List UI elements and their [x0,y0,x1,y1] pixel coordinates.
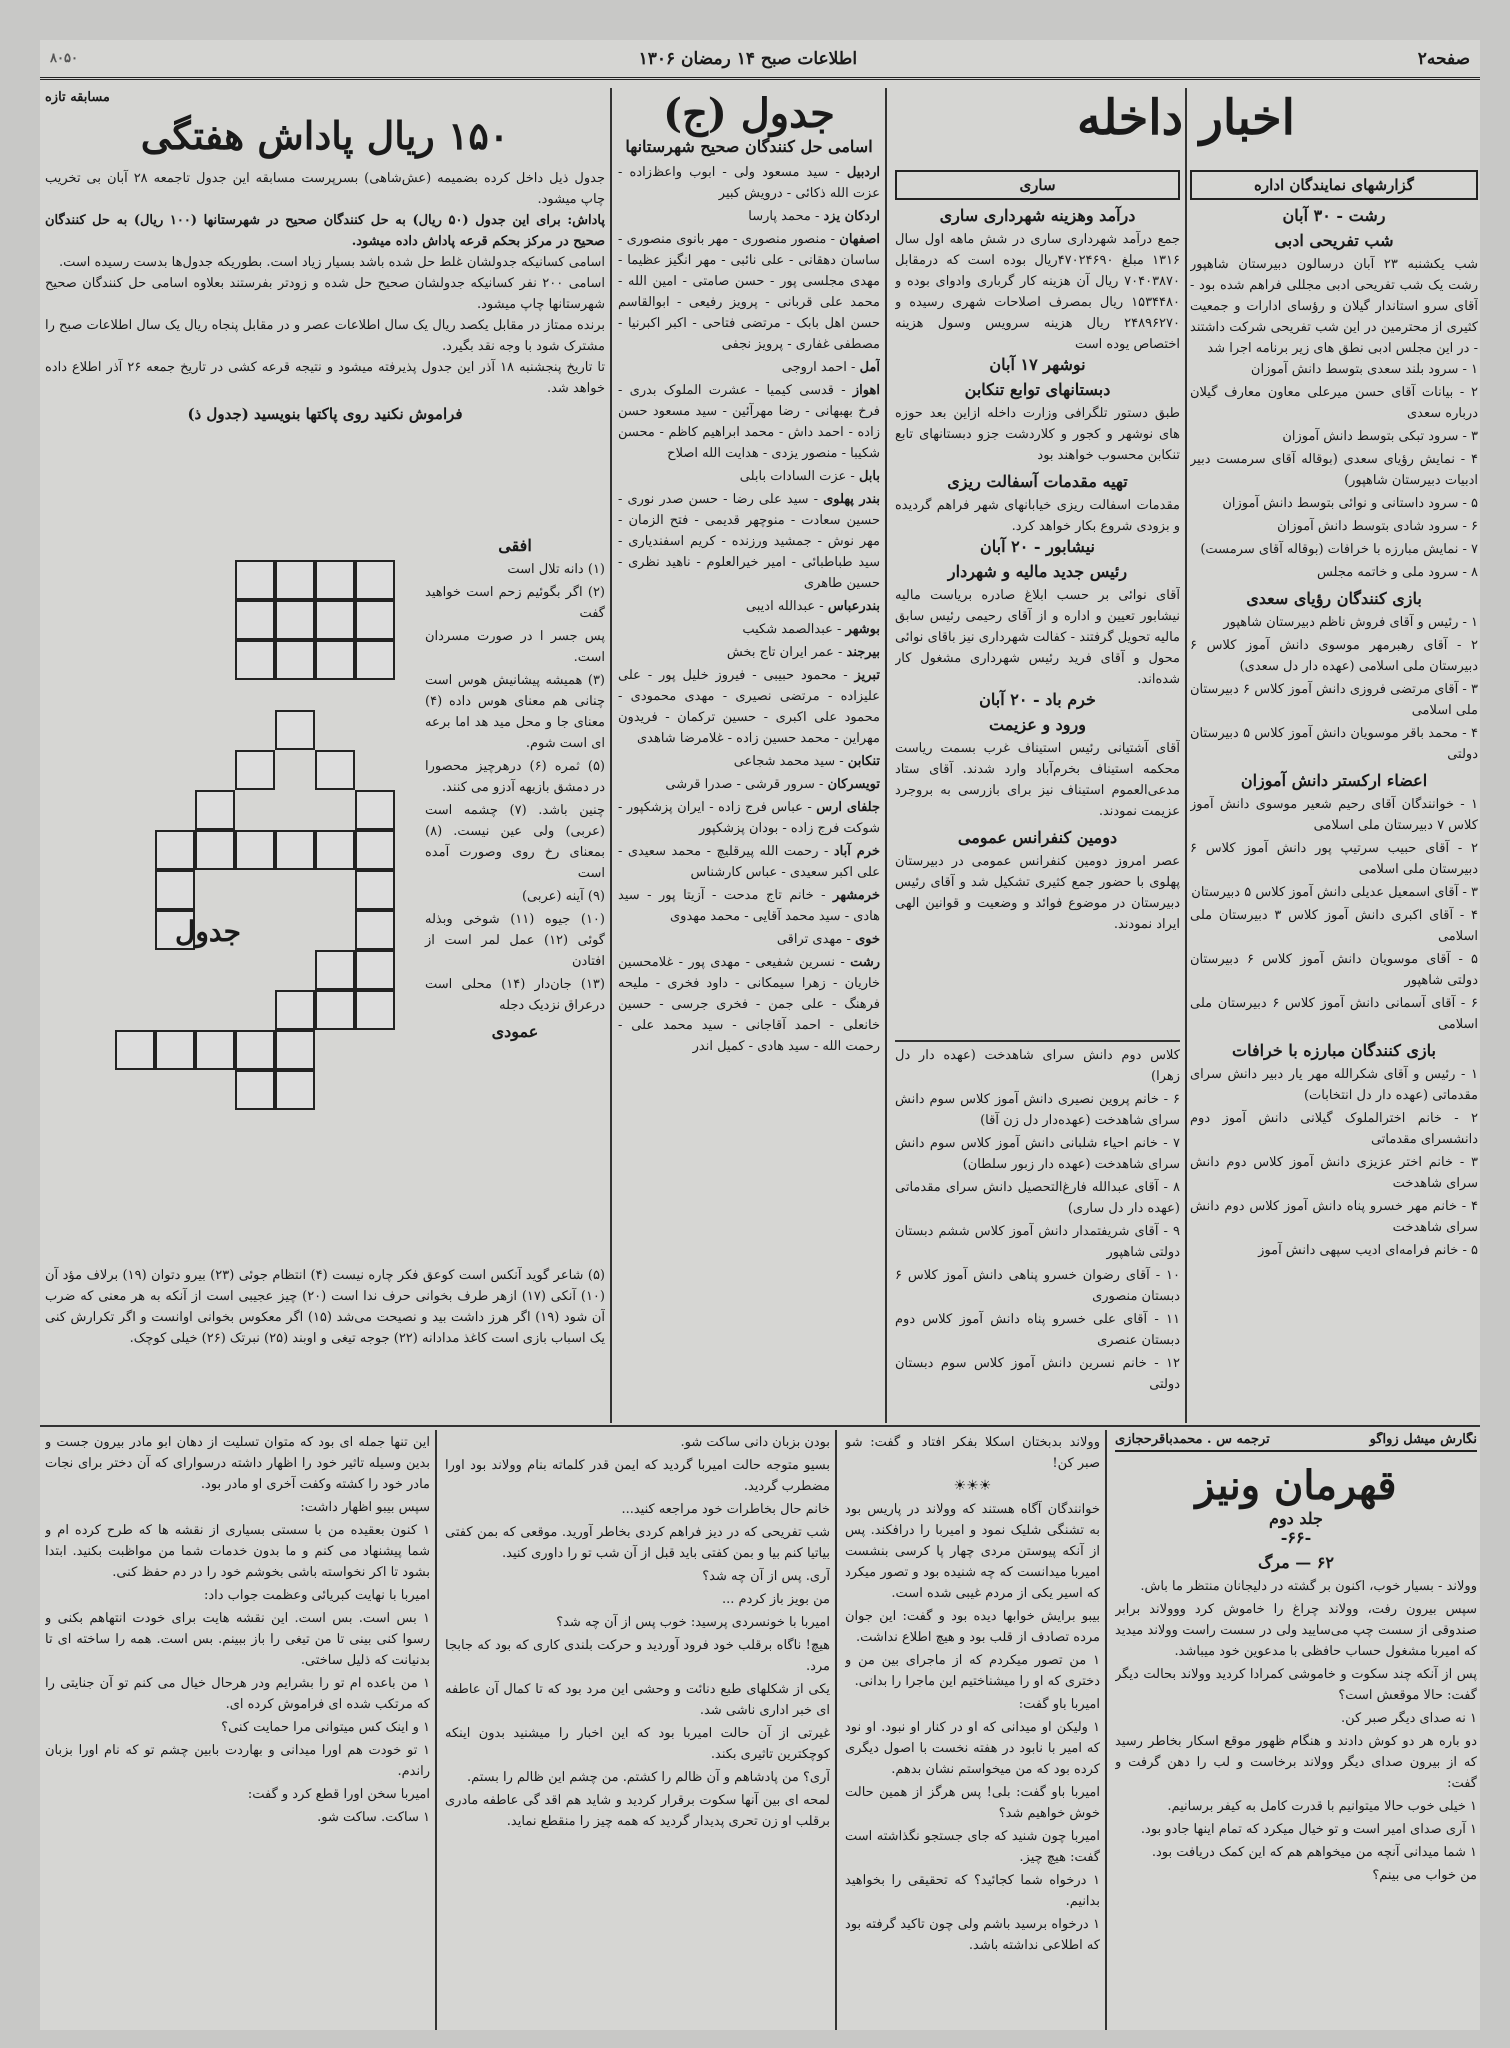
conference-heading: دومین کنفرانس عمومی [957,828,1118,847]
grid-cell[interactable] [235,1030,275,1070]
grid-cell[interactable] [355,790,395,830]
grid-cell[interactable] [315,990,355,1030]
grid-cell[interactable] [355,950,395,990]
sari-date: نوشهر ۱۷ آبان [989,355,1086,374]
sari-heading: ساری [895,170,1180,200]
grid-cell[interactable] [195,790,235,830]
sari-subheading: درآمد وهزینه شهرداری ساری [939,206,1136,225]
grid-cell[interactable] [235,1070,275,1110]
superstition-list: ۱ - رئیس و آقای شکرالله مهر یار دبیر دانش سرای مقدماتی (عهده دار دل انتخابات) ۲ - خانم اخترالملوک گیلانی دانش آموز دوم دانشسرای مقدماتی ۳ - خانم اختر عزیزی دانش آموز کلاس دوم دانش سرای شاهدخت ۴ - خانم مهر خسرو پناه دانش آموز کلاس دوم دانش سرای شاهدخت ۵ - خانم فرامه‌ای ادیب سپهی دانش آموز [1190,1067,1478,1258]
grid-cell[interactable] [155,870,195,910]
domestic-news-title: اخبار داخله [1076,90,1295,146]
grid-cell[interactable] [315,560,355,600]
grid-cell[interactable] [235,560,275,600]
prize-reminder: فراموش نکنید روی پاکتها بنویسید (جدول ذ) [187,405,463,423]
prize-award: پاداش: برای این جدول (۵۰ ریال) به حل کنندگان صحیح در شهرستانها (۱۰۰ ریال) به حل کنندگان صحیح در مرکز بحکم قرعه پاداش داده میشود. [45,213,605,249]
solvers-column [618,90,880,1420]
grid-cell[interactable] [155,1030,195,1070]
winners-column [895,1045,1180,1420]
night-heading: شب تفریحی ادبی [1274,231,1394,250]
reports-heading: گزارشهای نمایندگان اداره [1190,170,1478,200]
section-rule [895,1040,1180,1042]
serial-translator: ترجمه س . محمدباقرحجازی [1115,1432,1270,1447]
column-rule [835,1430,837,2030]
prize-p1: اسامی کسانیکه جدولشان غلط حل شده باشد بسیار زیاد است. بطوریکه جدول‌ها بدست رسیده است. [59,255,605,270]
serial-chapter: ۶۲ — مرگ [1257,1553,1335,1572]
down-clues: (۵) شاعر گوید آنکس است کوعق فکر چاره نیست (۴) انتظام جوئی (۲۳) بیرو دتوان (۱۹) برلاف مؤد آن (۱۰) آنکی (۱۷) ازهر طرف بخوانی حرف ندا است (۲۰) چیز عجیبی است از آنکه به هر معنی که ضرب آن شود (۱۹) اگر هرز داشت بید و نصیحت می‌شد (۱۵) اگر معکوس بخوانی اوانست و اگر تکرارش کنی یک اسباب بازی است کاغذ مدادانه (۲۲) جوجه تیغی و اوبند (۲۵) نبرتک (۲۶) خیلی کوچک. [45,1268,605,1346]
prize-p3: برنده ممتاز در مقابل یکصد ریال یک سال اطلاعات عصر و در مقابل پنجاه ریال یک سال اطلاعات صبح را مشترک شود با وجه نقد بگیرد. [45,318,605,354]
across-heading: افقی [498,536,532,555]
solvers-title: جدول (ج) [663,90,835,137]
prize-p4: تا تاریخ پنجشنبه ۱۸ آذر این جدول پذیرفته میشود و نتیجه قرعه کشی در تاریخ جمعه ۲۶ آذر اطلاع داده خواهد شد. [45,360,605,396]
across-clues: افقی (۱) دانه تلال است (۲) اگر بگوئیم زحم است خواهید گفت پس جسر ا در صورت مسردان است. (۳) همیشه پیشانیش هوس است چنانی هم معنای هوس داده (۴) معنای جا و محل مید هد اما برعه ای است شوم. (۵) ثمره (۶) درهرچیز محصورا در دمشق بازیهه آدزو می کنند. چنین باشد. (۷) چشمه است (عربی) ولی عین نیست. (۸) بمعنای رخ روی وصورت آمده است (۹) آینه (عربی) (۱۰) جیوه (۱۱) شوخی وبذله گوئی (۱۲) عمل لمر است از افتادن (۱۳) جان‌دار (۱۴) محلی است درعراق نزدیک دجله عمودی [425,536,605,1041]
serial-volume: جلد دوم [1269,1509,1323,1528]
grid-label: جدول [175,915,241,948]
grid-cell[interactable] [275,560,315,600]
players-list: ۱ - رئیس و آقای فروش ناظم دبیرستان شاهپور ۲ - آقای رهبرمهر موسوی دانش آموز کلاس ۶ دبیرستان ملی اسلامی (عهده دار دل سعدی) ۳ - آقای مرتضی فروزی دانش آموز کلاس ۶ دبیرستان ملی اسلامی ۴ - محمد باقر موسویان دانش آموز کلاس ۵ دبیرستان دولتی [1190,615,1478,762]
solvers-list: اردبیل - سید مسعود ولی - ابوب واعظ‌زاده - عزت الله ذکائی - درویش کبیر اردکان یزد - محمد پارسا اصفهان - منصور منصوری - مهر بانوی منصوری - ساسان دهقانی - علی نائبی - مهر انگیز عظیما - مهدی مجلسی پور - حسن صامتی - امین الله - محمد علی قربانی - پرویز رفیعی - ابوالقاسم حسن اهل بابک - مرتضی فتاحی - اکبر اکبرنیا - مصطفی غفاری - پرویز نجفی آمل - احمد اروجی اهواز - قدسی کیمیا - عشرت الملوک بدری - فرخ بهبهانی - رضا مهرآئین - سید مسعود حسن زاده - احمد داش - محمد ابراهیم کاظم - محسن شکیبا - منصور یزدی - هدایت الله اصلاح بابل - عزت السادات بابلی بندر پهلوی - سید علی رضا - حسن صدر نوری - حسین سعادت - منوچهر قدیمی - فتح الزمان - مهر نوش - جمشید ورزنده - کریم اسفندیاری - سید طباطبائی - امیر خیرالعلوم - ناهید نظری - حسین طاهری بندرعباس - عبدالله ادیبی بوشهر - عبدالصمد شکیب بیرجند - عمر ایران تاج بخش تبریز - محمود حبیبی - فیروز خلیل پور - علی علیزاده - مرتضی نصیری - مهدی محمودی - محمود علی اکبری - حسین ترکمان - فریدون مهراین - محمد حسین زاده - غلامرضا شاهدی تنکابن - سید محمد شجاعی تویسرکان - سرور قرشی - صدرا قرشی جلفای ارس - عباس فرج زاده - ایران پزشکپور - شوکت فرج زاده - بودان پزشکپور خرم آباد - رحمت الله پیرقلیچ - محمد سعیدی - علی اکبر سعیدی - عباس کارشناس خرمشهر - خانم تاج مدحت - آزیتا پور - سید هادی - سید محمد آقایی - محمد مهدوی خوی - مهدی تراقی رشت - نسرین شفیعی - مهدی پور - غلامحسین خاریان - زهرا سیمکانی - داود فخری - مليحه فرهنگ - علی جمن - فخری جرسی - حسین خانعلی - احمد آقاجانی - سید محمد علی - رحمت الله - سید هادی - کمیل اندر [618,165,880,1054]
grid-cell[interactable] [355,560,395,600]
column-rule [885,88,887,1423]
grid-cell[interactable] [355,600,395,640]
serial-author: نگارش میشل زواگو [1369,1432,1477,1447]
schools-text: طبق دستور تلگرافی وزارت داخله ازاین بعد حوزه های نوشهر و کجور و کلاردشت جزو دبستانهای تابع تنکابن محسوب خواهند بود [895,406,1180,463]
domestic-news-header [895,90,1477,170]
members-heading: اعضاء ارکستر دانش آموزان [1240,771,1428,790]
arrival-text: آقای آشتیانی رئیس استیناف غرب بسمت ریاست محکمه استیناف بخرم‌آباد وارد شدند. آقای ستاد مدعی‌العموم استیناف نیز برای بازرسی به بروجرد عزیمت نمودند. [895,741,1180,819]
newspaper-page [40,40,1480,2030]
grid-cell[interactable] [315,640,355,680]
grid-cell[interactable] [275,640,315,680]
grid-cell[interactable] [235,600,275,640]
reports-column [1190,170,1478,1420]
serial-col-2: وولاند بدبختان اسکلا بفکر افتاد و گفت: شو صبر کن! ☀☀☀ خوانندگان آگاه هستند که وولاند در پاریس بود به تشنگی شلیک نمود و امیربا را درافکند. پس از آنکه پیوستن مردی چهار پا کرسی بنشست امیربا میدانست که چه شنیده بود و تصور میکرد که اسیر یکی از مردم غیبی شده است. بیبو برایش خوابها دیده بود و گفت: این جوان مرده تصادف از قلب بود و هیچ اطلاع نداشت. ۱ من تصور میکردم که از ماجرای بین من و دختری که او را میشناختیم این ماجرا را بدانی. امیربا باو گفت: ۱ ولیکن او میدانی که او در کنار او نبود. او نود که امیر با نابود در هفته نخست با اصول دیگری کرده بود که من میخواستم نشان بدهم. امیربا باو گفت: بلی! پس هرگز از همین حالت خوش خواهیم شد؟ امیربا چون شنید که جای جستجو نگذاشته است گفت: هیچ چیز. ۱ درخواه شما کجائید؟ که تحقیقی را بخواهید بدانیم. ۱ درخواه برسید باشم ولی چون تاکید گرفته بود که اطلاعی نداشته باشد. [845,1435,1100,1953]
grid-cell[interactable] [315,750,355,790]
finance-date: خرم باد - ۲۰ آبان [979,690,1096,709]
grid-cell[interactable] [355,910,395,950]
grid-cell[interactable] [355,640,395,680]
grid-cell[interactable] [195,1030,235,1070]
grid-cell[interactable] [275,990,315,1030]
prize-p2: اسامی ۲۰۰ نفر کسانیکه جدولشان صحیح حل شده و زودتر بفرستند بعلاوه اسامی حل کنندگان صحیح شهرستانها چاپ میشود. [45,276,605,312]
grid-cell[interactable] [355,990,395,1030]
schools-heading: دبستانهای توابع تنکابن [964,380,1111,399]
prize-column [45,90,605,1420]
grid-cell[interactable] [315,600,355,640]
serial-title: قهرمان ونیز [1195,1462,1397,1509]
winners-list: کلاس دوم دانش سرای شاهدخت (عهده دار دل زهرا) ۶ - خانم پروین نصیری دانش آموز کلاس سوم دانش سرای شاهدخت (عهده‌دار دل زن آقا) ۷ - خانم احیاء شلبانی دانش آموز کلاس سوم دانش سرای شاهدخت (عهده دار زبور سلطان) ۸ - آقای عبدالله فارغ‌التحصیل دانش سرای مقدماتی (عهده دار دل ساری) ۹ - آقای شریفتمدار دانش آموز کلاس ششم دبستان دولتی شاهپور ۱۰ - آقای‌ رضوان خسرو پناهی دانش آموز کلاس ۶ دبستان منصوری ۱۱ - آقای علی خسرو پناه دانش آموز کلاس دوم دبستان عنصری ۱۲ - خانم نسرین دانش آموز کلاس سوم دبستان دولتی [895,1048,1180,1392]
program-list: ۱ - سرود بلند سعدی بتوسط دانش آموزان ۲ - بیانات آقای حسن میرعلی معاون معارف گیلان درباره سعدی ۳ - سرود تبکی بتوسط دانش آموزان ۴ - نمایش رؤیای سعدی (بوقاله آقای سرمست دبیر ادبیات دبیرستان شاهپور) ۵ - سرود داستانی و نوائی بتوسط دانش آموزان ۶ - سرود شادی بتوسط دانش آموزان ۷ - نمایش مبارزه با خرافات (بوقاله آقای سرمست) ۸ - سرود ملی و خاتمه مجلس [1190,362,1478,580]
grid-cell[interactable] [275,600,315,640]
finance-heading: رئیس جدید مالیه و شهردار [947,562,1128,581]
column-rule [435,1430,437,2030]
grid-cell[interactable] [275,830,315,870]
grid-cell[interactable] [195,830,235,870]
sari-text: جمع درآمد شهرداری ساری در شش ماهه اول سال ۱۳۱۶ مبلغ ۴۷۰۲۴۶۹۰ریال بوده است که درمقابل ۷۰۴۰۳۸۷۰ ریال آن هزینه کار گرباری وادوای بوده و ۱۵۳۴۴۸۰ ریال بمصرف اصلاحات شهری رسیده و ۲۴۸۹۶۲۷۰ ریال هزینه سرویس وسول هزینه اختصاص یوده است [895,232,1180,352]
venice-serial: نگارش میشل زواگو ترجمه س . محمدباقرحجازی قهرمان ونیز جلد دوم -۶۶- ۶۲ — مرگ وولاند - بسیار خوب، اکنون بر گشته در دلیجانان منتظر ما باش. سپس بیرون رفت، وولاند چراغ را خاموش کرد ووولاند برابر صندوقی از سست چپ می‌سایید ولی در سست راست وولاند میدید که امیربا مشغول حساب حافظی با مدعوین خود میباشد. پس از آنکه چند سکوت و خاموشی کمرادا کردید وولاند بحالت دیگر گفت: حالا موقعش است؟ ۱ نه صدای دیگر صبر کن. دو باره هر دو کوش دادند و هنگام ظهور موقع اسکار بخاطر رسید که از بیرون صدای دیگر وولاند برخاست و لب را دهن گرفت و گفت: ۱ خیلی خوب حالا میتوانیم با قدرت کامل به کیفر برسانیم. ۱ آری صدای امیر است و تو خیال میکرد که تمام اینها جادو بود. ۱ شما میدانی آنچه من میخواهم هم که این کمک دریافت بود. من خواب می بینم؟ [1115,1432,1477,1883]
prize-intro: جدول ذیل داخل کرده‌ بضمیمه (عش‌شاهی) بسرپرست مسابقه این جدول تاجمعه ۲۸ آبان بی تخریب چاپ میشود. [45,171,605,207]
serial-col-3: بودن بزبان دانی ساکت شو. بسیو متوجه حالت امیربا گردید که ایمن قدر کلماته بنام وولاند بود اورا مضطرب گردید. خانم حال بخاطرات خود مراجعه کنید... شب تفریحی که در دیز فراهم کردی بخاطر آورید. موقعی که بمن کفتی بیاتیا کنم بیا و بمن کفتی باید قبل از آن شب تو را داوری کنید. آری. پس از آن چه شد؟ من بویز باز کردم ... امیربا با خونسردی پرسید: خوب پس از آن چه شد؟ هیچ! ناگاه برقلب خود فرود آوردید و حرکت بلندی کاری که بود که جابجا مرد. یکی از شکلهای طبع دنائت و وحشی این مرد بود که تا کمال آن عاطفه ای خبر اداری ناشی شد. غیرتی از آن حالت امیربا بود که این اخبار را میشنید بدون اینکه کوچکترین تاثیری بکند. آری؟ من پادشاهم و آن ظالم را کشتم. من چشم این ظالم را بستم. لمحه ای بین آنها سکوت برقرار کردید و شاید هم اقد گی عاطفه مادری برقلب او زن تحری پدیدار گردید که همه چیز را منقطع نماید. [445,1435,830,1829]
domestic-column [895,170,1180,1035]
column-rule [610,88,612,1423]
down-heading: عمودی [491,1022,539,1041]
grid-cell[interactable] [315,950,355,990]
asphalt-date: نیشابور - ۲۰ آبان [980,537,1095,556]
asphalt-heading: تهیه مقدمات آسفالت ریزی [947,472,1128,491]
reports-date: رشت - ۳۰ آبان [1282,206,1386,225]
masthead: اطلاعات صبح ۱۴ رمضان ۱۳۰۶ [638,48,858,69]
night-text: شب یکشنبه ۲۳ آبان درسالون دبیرستان شاهپور رشت یک شب تفریحی ادبی مجللی فراهم شده بود - آقای سرو استاندار گیلان و رؤسای ادارات و جمعیت کثیری از محترمین در این شب تفریحی شرکت داشتند - در این مجلس ادبی نطق های زیر برنامه اجرا شد [1190,257,1478,356]
solvers-subtitle: اسامی حل کنندگان صحیح شهرستانها [625,137,873,156]
arrival-heading: ورود و عزیمت [989,715,1086,734]
asphalt-text: مقدمات اسفالت ریزی خیابانهای شهر فراهم گردیده و بزودی شروع بکار خواهد کرد. [895,498,1180,534]
prize-title: ۱۵۰ ریال پاداش هفتگی [140,113,510,158]
players-heading: بازی کنندگان رؤیای سعدی [1246,589,1422,608]
finance-text: آقای نوائی بر حسب ابلاغ صادره بریاست مالیه نیشابور تعیین و اداره و از آقای رحیمی رئیس سابق مالیه تحویل گرفتند - کفالت شهرداری نیز باقای نوائی محول و آقای فرید رئیس شهرداری مشغول کار شده‌اند. [895,588,1180,687]
prize-label: مسابقه تازه [45,90,110,105]
column-rule [1185,88,1187,1423]
page-header [40,40,1480,80]
serial-col-4: این تنها جمله ای بود که متوان تسلیت از دهان ابو مادر بیرون جست و بدین وسیله تاثیر خود را اظهار داشته درسوارای که آن دختر برای نجات مادر خود را کشته وکفت آخری او مادر بود. سپس بیبو اظهار داشت: ۱ کنون بعقیده من با سستی بسیاری از نقشه ها که طرح کرده ام و شما پیشنهاد می کنم و ما بدون خدمات شما من مواظبت بکنید. ابتدا بشود تا اکر نخواسته باشی بخوشم خود را در دم حفظ کنی. امیربا با نهایت کبریائی وعظمت جواب داد: ۱ بس است. بس است. این نقشه هایت برای خودت انتهاهم بکنی و رسوا کنی بینی تا من تیغی را باز ببینم. بس است. همه را ساخته ای تا بدنیانت که ذلیل ساختی. ۱ من باعده ام تو را بشرایم ودر هرحال خیال می کنم تو آن جنایتی را که مرتکب شده ای فراموش کرده ای. ۱ و اینک کس میتوانی مرا حمایت کنی؟ ۱ تو خودت هم اورا میدانی و بهاردت بابین چشم تو که نام اورا بزبان راندم. امیربا سخن اورا قطع کرد و گفت: ۱ ساکت. ساکت شو. [45,1435,430,1825]
grid-cell[interactable] [315,830,355,870]
serial-volnum: -۶۶- [1280,1528,1312,1547]
grid-cell[interactable] [275,1030,315,1070]
grid-cell[interactable] [115,1030,155,1070]
conference-text: عصر امروز دومین کنفرانس عمومی در دبیرستان پهلوی با حضور جمع کثیری تشکیل شد و آقای رئیس دبیرستان در موضوع فوائد و وضعیت و قوانین الهی ایراد نمودند. [895,854,1180,932]
grid-cell[interactable] [275,1070,315,1110]
grid-cell[interactable] [235,640,275,680]
grid-cell[interactable] [355,870,395,910]
members-list: ۱ - خوانندگان آقای رحیم شعیر موسوی دانش آموز کلاس ۷ دبیرستان ملی اسلامی ۲ - آقای حبیب سرتیپ پور دانش آموز کلاس ۶ دبیرستان ملی اسلامی ۳ - آقای اسمعیل عدیلی دانش آموز کلاس ۵ دبیرستان ۴ - آقای اکبری دانش آموز کلاس ۳ دبیرستان ملی اسلامی ۵ - آقای موسویان دانش آموز کلاس ۶ دبیرستان دولتی شاهپور ۶ - آقای آسمانی دانش آموز کلاس ۶ دبیرستان ملی اسلامی [1190,797,1478,1032]
page-number: صفحه۲ [1417,48,1470,69]
grid-cell[interactable] [275,710,315,750]
column-rule [1105,1430,1107,2030]
grid-cell[interactable] [355,830,395,870]
superstition-heading: بازی کنندگان مبارزه با خرافات [1232,1041,1436,1060]
grid-cell[interactable] [235,750,275,790]
issue-number: ۸۰۵۰ [50,51,78,66]
crossword-grid [115,560,415,1120]
section-rule [40,1425,1480,1427]
grid-cell[interactable] [235,830,275,870]
grid-cell[interactable] [155,830,195,870]
